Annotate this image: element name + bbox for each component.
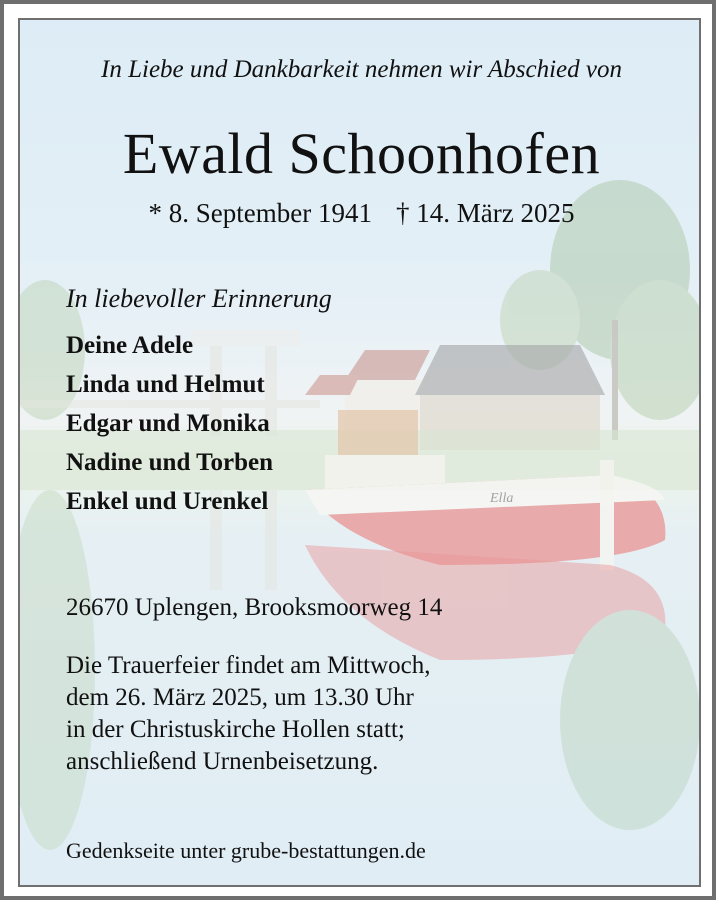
address: 26670 Uplengen, Brooksmoorweg 14 [66, 594, 443, 621]
mourner: Linda und Helmut [66, 371, 265, 398]
mourner: Edgar und Monika [66, 410, 270, 437]
ceremony-line: Die Trauerfeier findet am Mittwoch, [66, 652, 431, 679]
ceremony-line: dem 26. März 2025, um 13.30 Uhr [66, 684, 414, 711]
ceremony-line: anschließend Urnenbeisetzung. [66, 748, 379, 775]
memorial-website: Gedenkseite unter grube-bestattungen.de [66, 838, 426, 863]
mourner: Nadine und Torben [66, 449, 274, 476]
mourners-list [66, 326, 273, 521]
ceremony-info [66, 650, 431, 778]
memory-heading: In liebevoller Erinnerung [66, 284, 332, 313]
birth-date: * 8. September 1941 [148, 198, 372, 228]
deceased-name: Ewald Schoonhofen [122, 121, 601, 186]
life-dates [20, 198, 701, 229]
mourner: Deine Adele [66, 332, 194, 359]
death-date: † 14. März 2025 [396, 198, 575, 228]
mourner: Enkel und Urenkel [66, 488, 269, 515]
intro-line: In Liebe und Dankbarkeit nehmen wir Abschied von [101, 56, 622, 83]
ceremony-line: in der Christuskirche Hollen statt; [66, 716, 405, 743]
boat-name: Ella [490, 491, 514, 506]
notice-panel [18, 18, 701, 887]
